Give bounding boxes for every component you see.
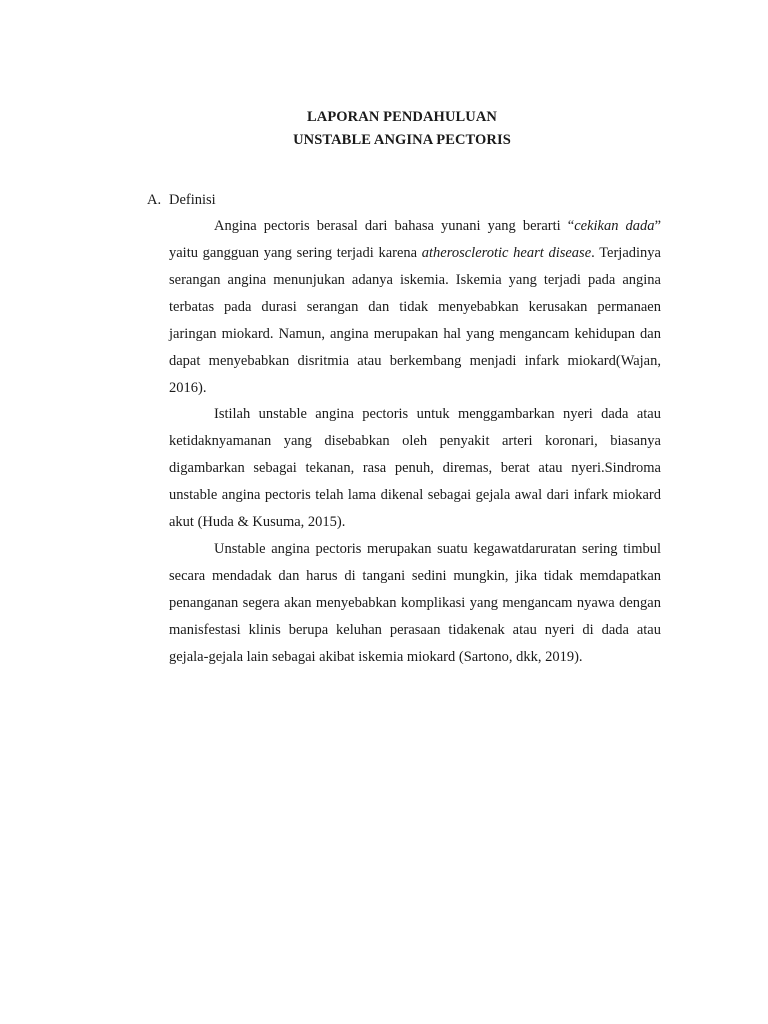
document-subtitle: UNSTABLE ANGINA PECTORIS — [293, 132, 511, 148]
paragraph-1-text-c: . Terjadinya serangan angina menunjukan adanya iskemia. Iskemia yang terjadi pada angina terbatas pada durasi serangan dan tidak menyebabkan kerusakan permanaen jaringan miokard. Namun, angina merupakan hal yang mengancam kehidupan dan dapat menyebabkan disritmia atau berkembang menjadi infark miokard(Wajan, 2016). — [169, 245, 661, 396]
paragraph-2 — [169, 401, 661, 536]
paragraph-2-text: Istilah unstable angina pectoris untuk menggambarkan nyeri dada atau ketidaknyamanan yang disebabkan oleh penyakit arteri koronari, biasanya digambarkan sebagai tekanan, rasa penuh, diremas, berat atau nyeri.Sindroma unstable angina pectoris telah lama dikenal sebagai gejala awal dari infark miokard akut (Huda & Kusuma, 2015). — [169, 406, 661, 530]
paragraph-3 — [169, 536, 661, 671]
paragraph-1 — [169, 213, 661, 402]
paragraph-1-italic-term-b: atherosclerotic heart disease — [421, 245, 592, 261]
document-title: LAPORAN PENDAHULUAN — [307, 109, 497, 125]
paragraph-3-text: Unstable angina pectoris merupakan suatu kegawatdaruratan sering timbul secara mendadak dan harus di tangani sedini mungkin, jika tidak memdapatkan penanganan segera akan menyebabkan komplikasi yang mengancam nyawa dengan manisfestasi klinis berupa keluhan perasaan tidakenak atau nyeri di dada atau gejala-gejala lain sebagai akibat iskemia miokard (Sartono, dkk, 2019). — [169, 541, 661, 665]
section-title: Definisi — [169, 192, 216, 208]
section-letter: A. — [147, 192, 162, 208]
section-heading — [147, 192, 216, 209]
paragraph-1-text-a: Angina pectoris berasal dari bahasa yunani yang berarti “ — [214, 218, 575, 234]
paragraph-1-italic-term-a: cekikan dada — [574, 218, 655, 234]
paragraph-1-text-b: ” yaitu gangguan yang sering terjadi karena — [169, 218, 661, 261]
